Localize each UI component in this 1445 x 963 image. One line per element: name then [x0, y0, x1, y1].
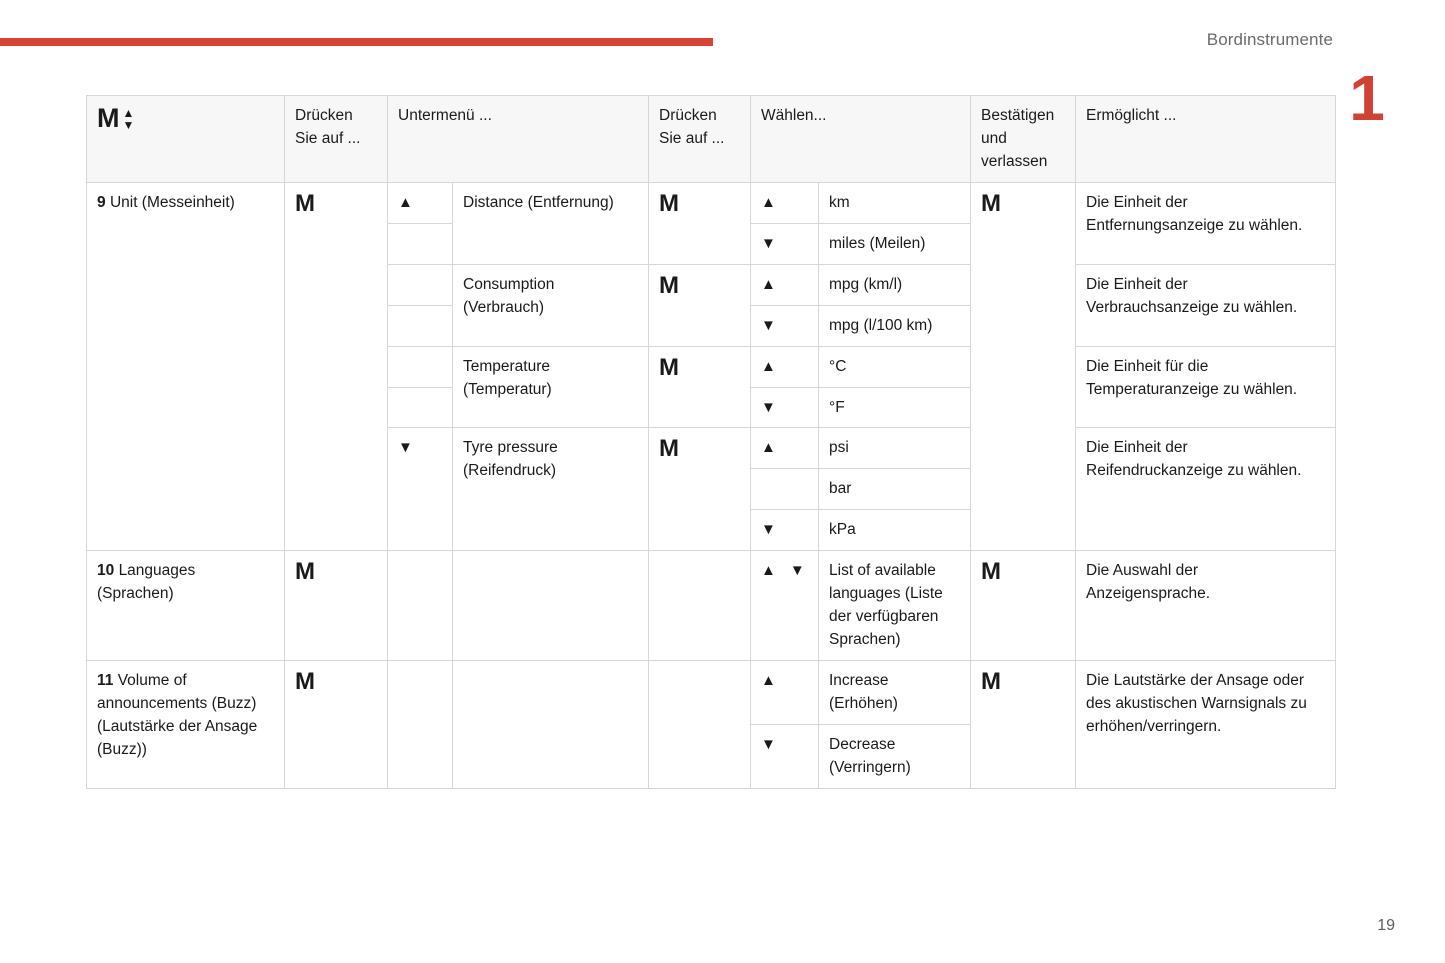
table-row	[87, 551, 1336, 661]
submenu-nav-arrow-spacer	[388, 346, 453, 387]
submenu-nav-arrow-distance[interactable]	[388, 182, 453, 223]
down-arrow-icon: ▼	[761, 316, 776, 334]
option-arrow-bar	[751, 469, 819, 510]
press-m-tyre-pressure[interactable]	[649, 428, 751, 551]
option-bar[interactable]: bar	[819, 469, 971, 510]
option-km[interactable]: km	[819, 182, 971, 223]
option-arrows-languages[interactable]	[751, 551, 819, 661]
up-arrow-icon: ▲	[761, 275, 776, 293]
accent-rule	[0, 38, 713, 46]
down-arrow-icon: ▼	[761, 521, 776, 539]
m-button-icon: M	[659, 353, 679, 381]
down-arrow-icon: ▼	[789, 562, 805, 580]
option-label-line1: Increase	[829, 672, 889, 689]
menu-label-line2: (Sprachen)	[97, 585, 174, 603]
chapter-marker: 1	[1349, 62, 1385, 134]
enables-line1: Die Einheit für die	[1086, 357, 1209, 375]
m-button-icon: M	[981, 558, 1002, 586]
option-arrow-kpa[interactable]	[751, 510, 819, 551]
option-decrease[interactable]	[819, 724, 971, 788]
option-arrow-celsius[interactable]	[751, 346, 819, 387]
press-m-languages[interactable]	[285, 551, 388, 661]
submenu-label-line2: (Temperatur)	[463, 380, 552, 398]
m-letter: M	[97, 103, 120, 133]
submenu-nav-arrow-spacer	[388, 387, 453, 428]
confirm-m-unit[interactable]	[971, 182, 1076, 550]
enables-line2: Temperaturanzeige zu wählen.	[1086, 380, 1298, 398]
submenu-nav-empty	[388, 551, 453, 661]
header-press-2-line2: Sie auf ...	[659, 129, 725, 147]
enables-line2: Entfernungsanzeige zu wählen.	[1086, 216, 1303, 234]
header-enables: Ermöglicht ...	[1076, 96, 1336, 183]
up-arrow-icon: ▲	[761, 672, 776, 689]
m-button-icon: M	[981, 189, 1002, 217]
up-down-arrows-icon	[122, 105, 135, 132]
header-confirm-line1: Bestätigen	[981, 107, 1055, 124]
down-arrow-icon: ▼	[761, 735, 776, 753]
down-arrow-icon: ▼	[761, 398, 776, 416]
enables-tyre-pressure	[1076, 428, 1336, 551]
enables-volume: Die Lautstärke der Ansage oder des akustischen Warnsignals zu erhöhen/verringern.	[1076, 661, 1336, 789]
enables-line1: Die Einheit der	[1086, 275, 1188, 293]
submenu-label-line1: Temperature	[463, 357, 551, 375]
submenu-nav-arrow-tyre[interactable]	[388, 428, 453, 551]
header-submenu: Untermenü ...	[388, 96, 649, 183]
enables-languages: Die Auswahl der Anzeigensprache.	[1076, 551, 1336, 661]
header-press-1-line1: Drücken	[295, 107, 353, 124]
table-header-row	[87, 96, 1336, 183]
submenu-label-line2: (Reifendruck)	[463, 462, 557, 480]
enables-line1: Die Einheit der	[1086, 439, 1188, 457]
submenu-empty	[453, 551, 649, 661]
m-button-icon: M	[659, 189, 679, 217]
header-confirm-line3: verlassen	[981, 152, 1048, 170]
menu-label: Unit (Messeinheit)	[109, 193, 235, 211]
option-miles[interactable]: miles (Meilen)	[819, 223, 971, 264]
table-row	[87, 661, 1336, 725]
enables-line2: Reifendruckanzeige zu wählen.	[1086, 462, 1302, 480]
menu-label-line4: (Buzz))	[97, 740, 147, 758]
submenu-tyre-pressure[interactable]	[453, 428, 649, 551]
up-arrow-icon: ▲	[761, 562, 776, 580]
enables-consumption	[1076, 264, 1336, 346]
submenu-label: Distance (Entfernung)	[463, 193, 614, 211]
press-m-volume[interactable]	[285, 661, 388, 789]
submenu-label-line2: (Verbrauch)	[463, 298, 544, 316]
menu-item-volume	[87, 661, 285, 789]
m-button-icon: M	[295, 189, 315, 217]
menu-item-languages	[87, 551, 285, 661]
enables-line1: Die Einheit der	[1086, 193, 1188, 211]
m-button-icon: M	[295, 558, 315, 586]
header-confirm-line2: und	[981, 129, 1007, 147]
header-press-1-line2: Sie auf ...	[295, 129, 361, 147]
option-arrow-miles[interactable]	[751, 223, 819, 264]
option-mpg-kml[interactable]: mpg (km/l)	[819, 264, 971, 305]
header-menu	[87, 96, 285, 183]
confirm-m-languages[interactable]	[971, 551, 1076, 661]
down-arrow-icon: ▼	[761, 234, 776, 252]
up-arrow-icon: ▲	[122, 105, 135, 120]
option-kpa[interactable]: kPa	[819, 510, 971, 551]
option-arrow-mpg-kml[interactable]	[751, 264, 819, 305]
up-arrow-icon: ▲	[761, 193, 776, 211]
menu-label-line3: (Lautstärke der Ansage	[97, 717, 258, 735]
option-arrow-mpg-l100[interactable]	[751, 305, 819, 346]
submenu-nav-empty	[388, 661, 453, 789]
press-m-distance[interactable]	[649, 182, 751, 264]
enables-distance	[1076, 182, 1336, 264]
confirm-m-volume[interactable]	[971, 661, 1076, 789]
option-label-line1: Decrease	[829, 735, 896, 753]
option-arrow-increase[interactable]	[751, 661, 819, 725]
submenu-consumption[interactable]	[453, 264, 649, 346]
header-press-2	[649, 96, 751, 183]
option-fahrenheit[interactable]: °F	[819, 387, 971, 428]
running-head: Bordinstrumente	[1206, 30, 1333, 49]
option-arrow-km[interactable]	[751, 182, 819, 223]
option-mpg-l100[interactable]: mpg (l/100 km)	[819, 305, 971, 346]
option-arrow-fahrenheit[interactable]	[751, 387, 819, 428]
menu-index: 10	[97, 562, 115, 580]
m-button-icon: M	[659, 271, 679, 299]
menu-label-line1: Volume of	[117, 672, 187, 689]
menu-label-line1: Languages	[118, 562, 196, 580]
menu-item-unit	[87, 182, 285, 550]
m-button-icon: M	[981, 668, 1002, 695]
menu-label-line2: announcements (Buzz)	[97, 694, 257, 712]
submenu-empty	[453, 661, 649, 789]
header-press-2-line1: Drücken	[659, 107, 717, 124]
option-label-line2: (Verringern)	[829, 758, 911, 776]
m-button-icon: M	[295, 668, 315, 695]
press-m-unit[interactable]	[285, 182, 388, 550]
option-psi[interactable]: psi	[819, 428, 971, 469]
option-label-line2: (Erhöhen)	[829, 694, 898, 712]
down-arrow-icon: ▼	[122, 118, 135, 132]
submenu-temperature[interactable]	[453, 346, 649, 428]
press-m-consumption[interactable]	[649, 264, 751, 346]
up-arrow-icon: ▲	[398, 193, 413, 211]
option-language-list[interactable]: List of available languages (Liste der verfügbaren Sprachen)	[819, 551, 971, 661]
submenu-nav-arrow-spacer	[388, 305, 453, 346]
enables-line2: Verbrauchsanzeige zu wählen.	[1086, 298, 1298, 316]
press-2-empty	[649, 661, 751, 789]
option-arrow-psi[interactable]	[751, 428, 819, 469]
up-down-arrows-icon	[761, 560, 805, 582]
m-button-icon	[97, 105, 134, 132]
menu-index: 9	[97, 193, 106, 211]
up-arrow-icon: ▲	[761, 439, 776, 457]
up-arrow-icon: ▲	[761, 357, 776, 375]
header-select: Wählen...	[751, 96, 971, 183]
submenu-distance[interactable]	[453, 182, 649, 264]
header-press-1	[285, 96, 388, 183]
m-button-icon: M	[659, 435, 679, 463]
menu-settings-table	[86, 95, 1335, 789]
submenu-label-line1: Tyre pressure	[463, 439, 558, 457]
press-m-temperature[interactable]	[649, 346, 751, 428]
down-arrow-icon: ▼	[398, 439, 413, 457]
enables-temperature	[1076, 346, 1336, 428]
submenu-label-line1: Consumption	[463, 275, 555, 293]
table-row	[87, 182, 1336, 223]
menu-index: 11	[97, 672, 114, 689]
header-confirm	[971, 96, 1076, 183]
option-arrow-decrease[interactable]	[751, 724, 819, 788]
submenu-nav-arrow-spacer	[388, 223, 453, 264]
option-celsius[interactable]: °C	[819, 346, 971, 387]
press-2-empty	[649, 551, 751, 661]
submenu-nav-arrow-spacer	[388, 264, 453, 305]
option-increase[interactable]	[819, 661, 971, 725]
page-number: 19	[1377, 917, 1395, 934]
